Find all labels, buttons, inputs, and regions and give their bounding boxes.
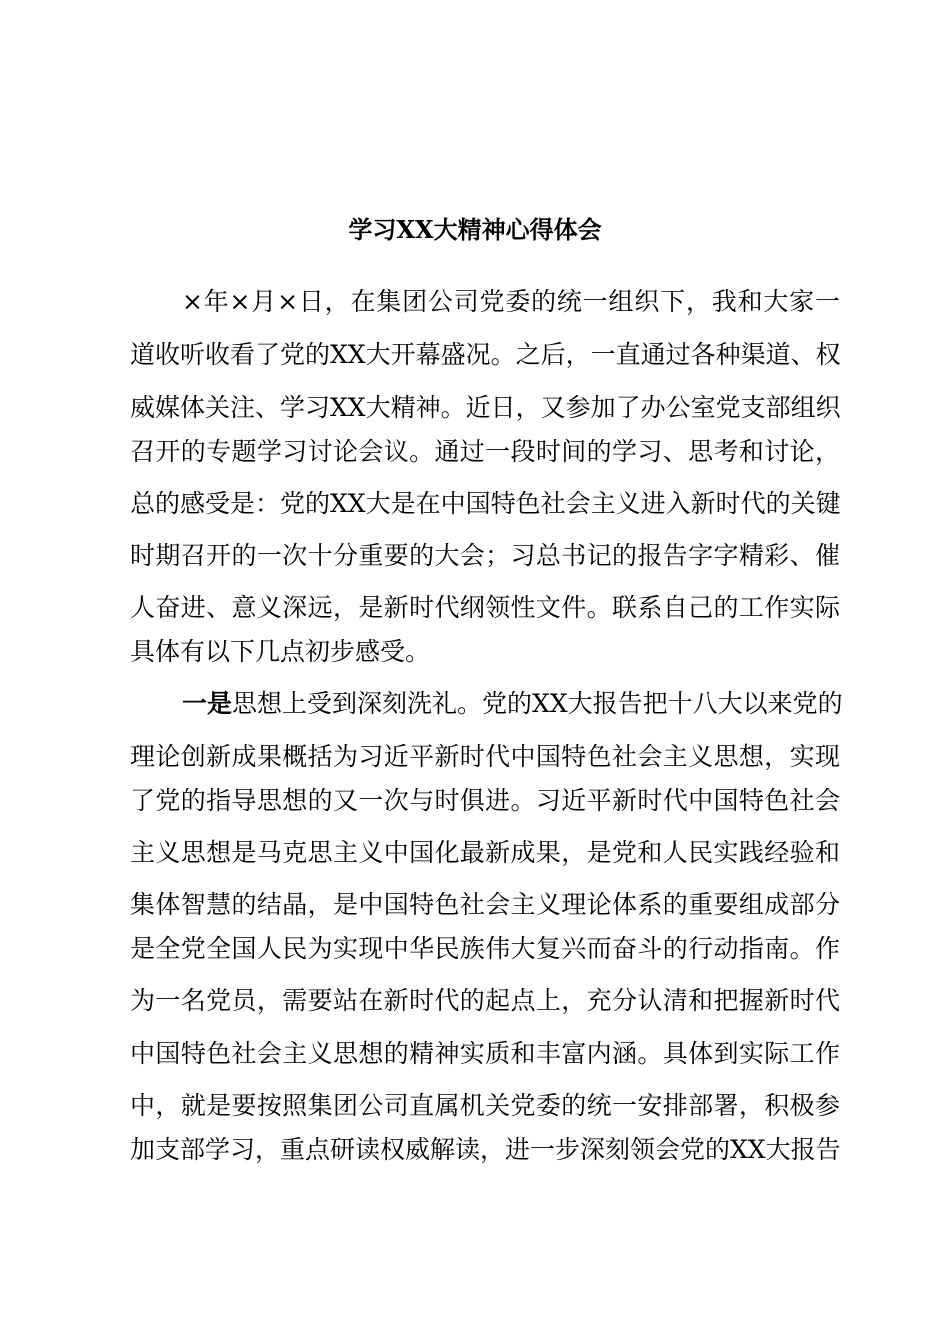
paragraph-1-line-2: 道收听收看了党的XX大开幕盛况。之后，一直通过各种渠道、权 [130,340,841,369]
paragraph-2-line-4: 主义思想是马克思主义中国化最新成果，是党和人民实践经验和 [130,838,840,867]
paragraph-2-line-7: 为一名党员，需要站在新时代的起点上，充分认清和把握新时代 [130,986,840,1015]
paragraph-2-line-3: 了党的指导思想的又一次与时俱进。习近平新时代中国特色社会 [130,786,840,815]
paragraph-1-line-1: ×年×月×日，在集团公司党委的统一组织下，我和大家一 [182,287,840,316]
paragraph-2-line-10: 加支部学习，重点研读权威解读，进一步深刻领会党的XX大报告 [130,1135,841,1164]
document-title: 学习XX大精神心得体会 [348,215,602,244]
paragraph-1-line-5: 总的感受是：党的XX大是在中国特色社会主义进入新时代的关键 [130,489,841,518]
paragraph-2-line-8: 中国特色社会主义思想的精神实质和丰富内涵。具体到实际工作 [130,1039,840,1068]
paragraph-2-first-text: 思想上受到深刻洗礼。党的XX大报告把十八大以来党的 [232,689,843,718]
paragraph-2-lead: 一是 [182,689,233,718]
paragraph-1-line-7: 人奋进、意义深远，是新时代纲领性文件。联系自己的工作实际 [130,593,840,622]
paragraph-2-line-6: 是全党全国人民为实现中华民族伟大复兴而奋斗的行动指南。作 [130,934,840,963]
paragraph-1-line-6: 时期召开的一次十分重要的大会；习总书记的报告字字精彩、催 [130,541,840,570]
paragraph-2-line-1 [182,678,843,730]
paragraph-2-line-5: 集体智慧的结晶，是中国特色社会主义理论体系的重要组成部分 [130,890,840,919]
paragraph-1-line-4: 召开的专题学习讨论会议。通过一段时间的学习、思考和讨论， [130,437,840,466]
paragraph-1-line-3: 威媒体关注、学习XX大精神。近日，又参加了办公室党支部组织 [130,393,841,422]
paragraph-1-line-8: 具体有以下几点初步感受。 [130,637,431,666]
paragraph-2-line-2: 理论创新成果概括为习近平新时代中国特色社会主义思想，实现 [130,742,840,771]
paragraph-2-line-9: 中，就是要按照集团公司直属机关党委的统一安排部署，积极参 [130,1091,840,1120]
